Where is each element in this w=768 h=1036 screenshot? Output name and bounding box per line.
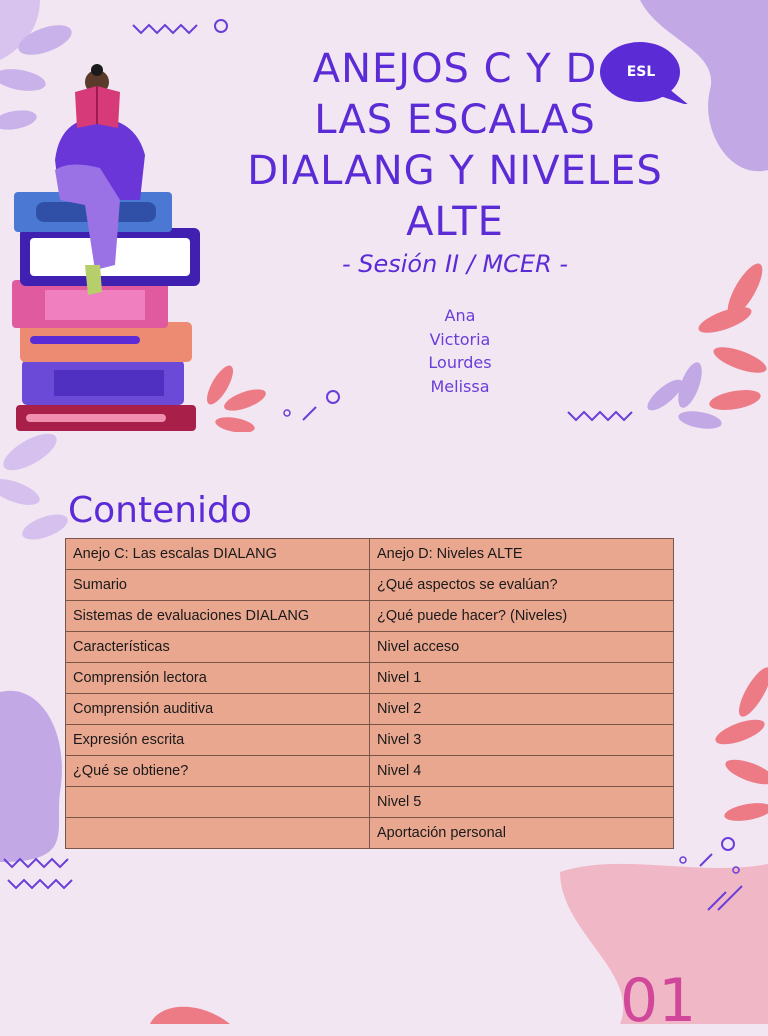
table-row (66, 539, 674, 570)
slide-subtitle: - Sesión II / MCER - (341, 250, 569, 278)
table-cell: Anejo D: Niveles ALTE (370, 539, 674, 570)
table-cell: Nivel 5 (370, 787, 674, 818)
table-cell: Comprensión auditiva (66, 694, 370, 725)
title-line-1: ANEJOS C Y D (312, 46, 598, 92)
author-name: Melissa (430, 376, 490, 396)
table-row (66, 725, 674, 756)
table-cell: Nivel 4 (370, 756, 674, 787)
contents-table (65, 538, 674, 849)
author-name: Lourdes (428, 353, 492, 372)
table-cell: Sistemas de evaluaciones DIALANG (66, 601, 370, 632)
table-row (66, 632, 674, 663)
title-line-4: ALTE (406, 199, 504, 245)
table-cell: Expresión escrita (66, 725, 370, 756)
table-row (66, 663, 674, 694)
table-row (66, 818, 674, 849)
table-cell: Anejo C: Las escalas DIALANG (66, 539, 370, 570)
title-line-2: LAS ESCALAS (314, 97, 596, 143)
table-cell: ¿Qué se obtiene? (66, 756, 370, 787)
title-slide (0, 0, 768, 432)
table-row (66, 601, 674, 632)
author-list (380, 304, 540, 398)
table-row (66, 787, 674, 818)
esl-badge: ESL (626, 64, 656, 80)
table-cell: Nivel 2 (370, 694, 674, 725)
page-number: 01 (620, 966, 697, 1036)
table-cell: Comprensión lectora (66, 663, 370, 694)
table-cell: ¿Qué aspectos se evalúan? (370, 570, 674, 601)
table-cell: Nivel 3 (370, 725, 674, 756)
table-row (66, 694, 674, 725)
author-name: Victoria (429, 329, 491, 349)
table-cell: Nivel acceso (370, 632, 674, 663)
table-cell: Características (66, 632, 370, 663)
table-cell (66, 787, 370, 818)
table-cell (66, 818, 370, 849)
table-row (66, 756, 674, 787)
contents-heading: Contenido (68, 490, 252, 531)
author-name: Ana (444, 306, 476, 325)
title-line-3: DIALANG Y NIVELES (247, 148, 663, 194)
table-cell: Aportación personal (370, 818, 674, 849)
table-cell: ¿Qué puede hacer? (Niveles) (370, 601, 674, 632)
table-cell: Sumario (66, 570, 370, 601)
table-row (66, 570, 674, 601)
table-cell: Nivel 1 (370, 663, 674, 694)
